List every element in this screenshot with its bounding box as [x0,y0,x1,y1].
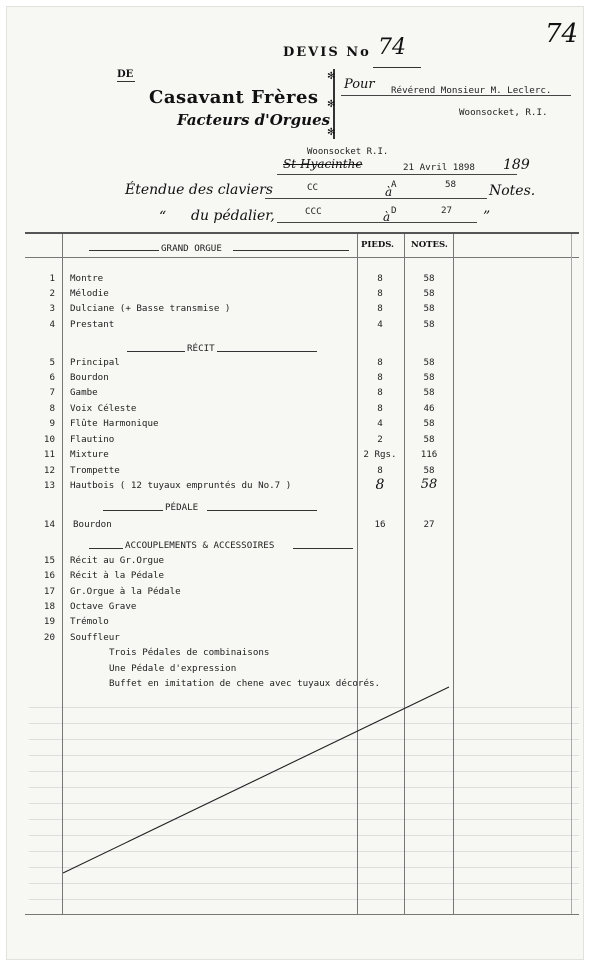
stop-number: 17 [43,586,55,597]
a-label: à [383,210,391,224]
stop-number: 4 [49,319,55,330]
stop-name: Trémolo [70,616,109,627]
ornament-icon: ✻ [327,99,336,110]
stop-number: 7 [49,387,55,398]
stop-name: Bourdon [73,519,112,530]
pedalier-label: du pédalier, [191,208,275,224]
firm-name: Casavant Frères [149,87,319,108]
ornament-icon: ✻ [327,127,336,138]
stop-number: 16 [43,570,55,581]
section-pedale: PÉDALE [165,502,199,513]
stop-notes: 27 [423,519,435,530]
stop-name: Dulciane (+ Basse transmise ) [70,303,231,314]
claviers-label: Étendue des claviers [125,182,273,198]
stop-name: Gr.Orgue à la Pédale [70,586,181,597]
stop-pieds: 8 [377,288,383,299]
pedalier-to: D [391,205,397,216]
section-recit: RÉCIT [187,343,215,354]
claviers-from: CC [307,182,319,193]
year-printed: 189 [503,157,530,173]
stop-name: Trompette [70,465,120,476]
pour-label: Pour [344,77,375,92]
de-label: DE [117,69,134,80]
extra-line: Buffet en imitation de chene avec tuyaux décorés. [109,678,381,689]
stop-name: Bourdon [70,372,109,383]
stop-number: 11 [43,449,55,460]
stop-number: 13 [43,480,55,491]
stop-number: 9 [49,418,55,429]
section-accouplements: ACCOUPLEMENTS & ACCESSOIRES [125,540,275,551]
stop-notes: 116 [420,449,438,460]
stop-notes: 58 [423,418,435,429]
stop-name: Mixture [70,449,109,460]
extra-line: Trois Pédales de combinaisons [109,647,270,658]
stop-pieds: 8 [377,273,383,284]
stop-name: Montre [70,273,104,284]
corner-number: 74 [545,19,579,49]
stop-number: 15 [43,555,55,566]
stop-notes: 58 [423,387,435,398]
stop-notes: 58 [423,372,435,383]
stop-number: 19 [43,616,55,627]
stop-notes: 58 [423,465,435,476]
stop-pieds: 2 [377,434,383,445]
stop-name: Récit à la Pédale [70,570,165,581]
stop-name: Mélodie [70,288,109,299]
stop-number: 10 [43,434,55,445]
stop-notes: 58 [423,303,435,314]
stop-number: 6 [49,372,55,383]
stop-number: 1 [49,273,55,284]
stop-name: Flautino [70,434,115,445]
stop-pieds: 2 Rgs. [363,449,397,460]
stop-pieds: 4 [377,319,383,330]
section-grand-orgue: GRAND ORGUE [161,243,222,254]
stop-number: 8 [49,403,55,414]
stop-name: Principal [70,357,120,368]
pedalier-ditto: “ [159,209,167,225]
place-struck: St-Hyacinthe [283,157,363,171]
claviers-notes: 58 [445,179,457,190]
stop-name: Récit au Gr.Orgue [70,555,165,566]
stop-pieds: 8 [377,357,383,368]
stop-name: Hautbois ( 12 tuyaux empruntés du No.7 ) [70,480,292,491]
devis-number: 74 [378,35,406,60]
document-date: 21 Avril 1898 [403,162,475,173]
stop-pieds: 8 [377,372,383,383]
stop-number: 18 [43,601,55,612]
stop-number: 5 [49,357,55,368]
cancel-stroke [7,7,585,961]
firm-trade: Facteurs d'Orgues [177,111,331,129]
stop-number: 3 [49,303,55,314]
ornament-icon: ✻ [327,71,336,82]
stop-number: 12 [43,465,55,476]
stop-pieds: 4 [377,418,383,429]
stop-pieds: 8 [377,403,383,414]
stop-pieds: 8 [375,477,385,493]
stop-notes: 58 [423,319,435,330]
stop-notes: 58 [423,434,435,445]
claviers-to: A [391,179,397,190]
stop-pieds: 16 [374,519,386,530]
pedalier-from: CCC [305,206,322,217]
stop-notes: 46 [423,403,435,414]
stop-pieds: 8 [377,387,383,398]
a-label: à [385,185,393,199]
stop-notes: 58 [423,273,435,284]
stop-number: 14 [43,519,55,530]
stop-number: 20 [43,632,55,643]
notes-header: NOTES. [411,240,448,250]
stop-pieds: 8 [377,303,383,314]
stop-notes: 58 [420,477,438,492]
notes-label: Notes. [489,183,536,199]
stop-name: Gambe [70,387,98,398]
client-city: Woonsocket, R.I. [459,107,548,118]
client-name: Révérend Monsieur M. Leclerc. [391,85,552,96]
pedalier-notes: 27 [441,205,453,216]
stop-notes: 58 [423,288,435,299]
stop-name: Prestant [70,319,115,330]
document-page [6,6,584,960]
stop-name: Flûte Harmonique [70,418,159,429]
pieds-header: PIEDS. [361,240,395,250]
stop-number: 2 [49,288,55,299]
extra-line: Une Pédale d'expression [109,663,237,674]
place-typed: Woonsocket R.I. [307,147,389,157]
devis-label: DEVIS No [283,45,371,60]
stop-notes: 58 [423,357,435,368]
stop-name: Voix Céleste [70,403,137,414]
stop-pieds: 8 [377,465,383,476]
stop-name: Octave Grave [70,601,137,612]
stop-name: Souffleur [70,632,120,643]
pedalier-ditto: ” [483,209,491,225]
